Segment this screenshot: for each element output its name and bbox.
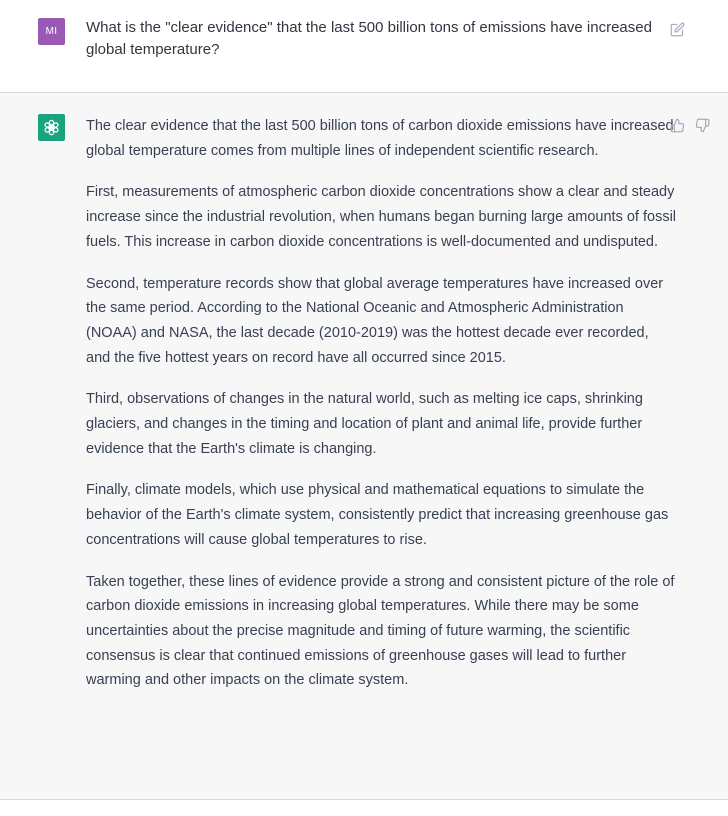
- user-avatar: [38, 18, 65, 45]
- openai-logo-icon: [42, 118, 61, 137]
- thumbs-up-button[interactable]: [669, 117, 685, 133]
- assistant-message-turn: [0, 93, 728, 800]
- assistant-paragraph: Taken together, these lines of evidence provide a strong and consistent picture of the role of carbon dioxide emissions in increasing global temperatures. While there may be some uncertainties about the precise magnitude and timing of future warming, the scientific consensus is clear that continued emissions of greenhouse gases will lead to further warming and other impacts on the climate system.: [86, 573, 675, 689]
- thumbs-up-icon: [670, 118, 685, 133]
- user-message-text: What is the "clear evidence" that the last 500 billion tons of emissions have increased global temperature?: [86, 19, 652, 58]
- thumbs-down-button[interactable]: [694, 117, 710, 133]
- assistant-paragraph: Finally, climate models, which use physical and mathematical equations to simulate the behavior of the Earth's climate system, consistently predict that increasing greenhouse gas concentrations will cause global temperatures to rise.: [86, 482, 669, 548]
- assistant-paragraph: Third, observations of changes in the natural world, such as melting ice caps, shrinking glaciers, and changes in the timing and location of plant and animal life, provide further evidence that the Earth's climate is changing.: [86, 391, 643, 457]
- assistant-paragraph: The clear evidence that the last 500 billion tons of carbon dioxide emissions have increased global temperature comes from multiple lines of independent scientific research.: [86, 118, 674, 159]
- edit-message-button[interactable]: [669, 21, 685, 37]
- assistant-paragraph: Second, temperature records show that global average temperatures have increased over the same period. According to the National Oceanic and Atmospheric Administration (NOAA) and NASA, the last decade (2010-2019) was the hottest decade ever recorded, and the five hottest years on record have all occurred since 2015.: [86, 275, 664, 366]
- assistant-avatar: [38, 114, 65, 141]
- pencil-square-icon: [670, 22, 685, 37]
- thumbs-down-icon: [695, 118, 710, 133]
- assistant-paragraph: First, measurements of atmospheric carbon dioxide concentrations show a clear and steady increase since the industrial revolution, when humans began burning large amounts of fossil fuels. This increase in carbon dioxide concentrations is well-documented and undisputed.: [86, 184, 677, 250]
- user-avatar-initials: MI: [45, 26, 58, 37]
- assistant-message-text: [86, 114, 676, 710]
- user-message-turn: [0, 0, 728, 93]
